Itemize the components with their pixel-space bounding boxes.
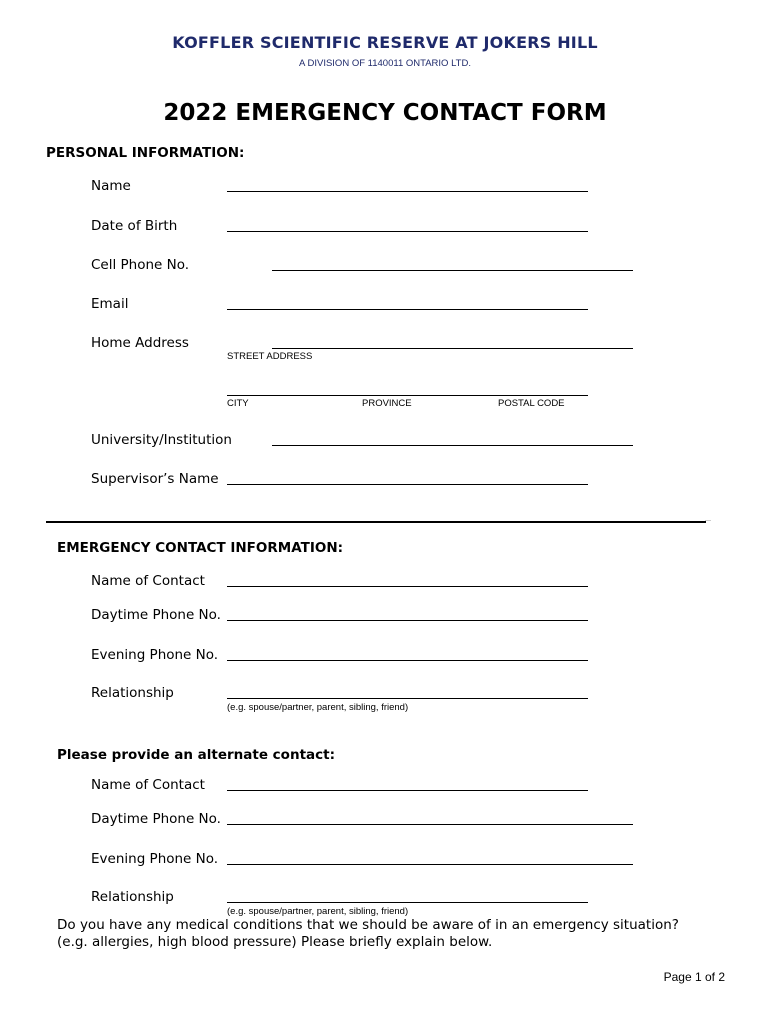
emergency-contact-name-label: Name of Contact (91, 573, 205, 589)
personal-section-heading: PERSONAL INFORMATION: (46, 145, 245, 161)
emergency-contact-name-field[interactable] (227, 586, 588, 587)
alternate-relationship-label: Relationship (91, 889, 174, 905)
emergency-relationship-label: Relationship (91, 685, 174, 701)
alternate-contact-name-field[interactable] (227, 790, 588, 791)
province-caption: PROVINCE (362, 398, 412, 409)
supervisor-field[interactable] (227, 484, 588, 485)
university-field[interactable] (272, 445, 633, 446)
emergency-evening-phone-label: Evening Phone No. (91, 647, 219, 663)
emergency-evening-phone-field[interactable] (227, 660, 588, 661)
emergency-relationship-hint: (e.g. spouse/partner, parent, sibling, friend) (227, 702, 409, 713)
cell-phone-label: Cell Phone No. (91, 257, 190, 273)
supervisor-label: Supervisor’s Name (91, 471, 219, 487)
emergency-relationship-field[interactable] (227, 698, 588, 699)
cell-phone-field[interactable] (272, 270, 633, 271)
name-field[interactable] (227, 191, 588, 192)
alternate-relationship-hint: (e.g. spouse/partner, parent, sibling, friend) (227, 906, 409, 917)
postal-code-caption: POSTAL CODE (498, 398, 565, 409)
alternate-daytime-phone-label: Daytime Phone No. (91, 811, 221, 827)
org-name: KOFFLER SCIENTIFIC RESERVE AT JOKERS HILL (172, 33, 598, 52)
medical-question-line1: Do you have any medical conditions that we should be aware of in an emergency situation? (57, 917, 679, 933)
street-address-caption: STREET ADDRESS (227, 351, 313, 362)
form-title: 2022 EMERGENCY CONTACT FORM (163, 100, 607, 126)
alternate-relationship-field[interactable] (227, 902, 588, 903)
divider-end-mark (705, 520, 711, 521)
university-label: University/Institution (91, 432, 232, 448)
org-subtitle: A DIVISION OF 1140011 ONTARIO LTD. (299, 58, 471, 69)
name-label: Name (91, 178, 131, 194)
email-field[interactable] (227, 309, 588, 310)
street-address-field[interactable] (272, 348, 633, 349)
dob-field[interactable] (227, 231, 588, 232)
city-caption: CITY (227, 398, 249, 409)
emergency-section-heading: EMERGENCY CONTACT INFORMATION: (57, 540, 344, 556)
home-address-label: Home Address (91, 335, 189, 351)
emergency-daytime-phone-label: Daytime Phone No. (91, 607, 221, 623)
alternate-evening-phone-field[interactable] (227, 864, 633, 865)
alternate-evening-phone-label: Evening Phone No. (91, 851, 219, 867)
medical-question-line2: (e.g. allergies, high blood pressure) Please briefly explain below. (57, 934, 493, 950)
city-province-postal-field[interactable] (227, 395, 588, 396)
section-divider (46, 521, 706, 523)
page-number: Page 1 of 2 (663, 970, 725, 984)
dob-label: Date of Birth (91, 218, 178, 234)
alternate-section-heading: Please provide an alternate contact: (57, 747, 335, 763)
email-label: Email (91, 296, 129, 312)
alternate-daytime-phone-field[interactable] (227, 824, 633, 825)
emergency-daytime-phone-field[interactable] (227, 620, 588, 621)
alternate-contact-name-label: Name of Contact (91, 777, 205, 793)
